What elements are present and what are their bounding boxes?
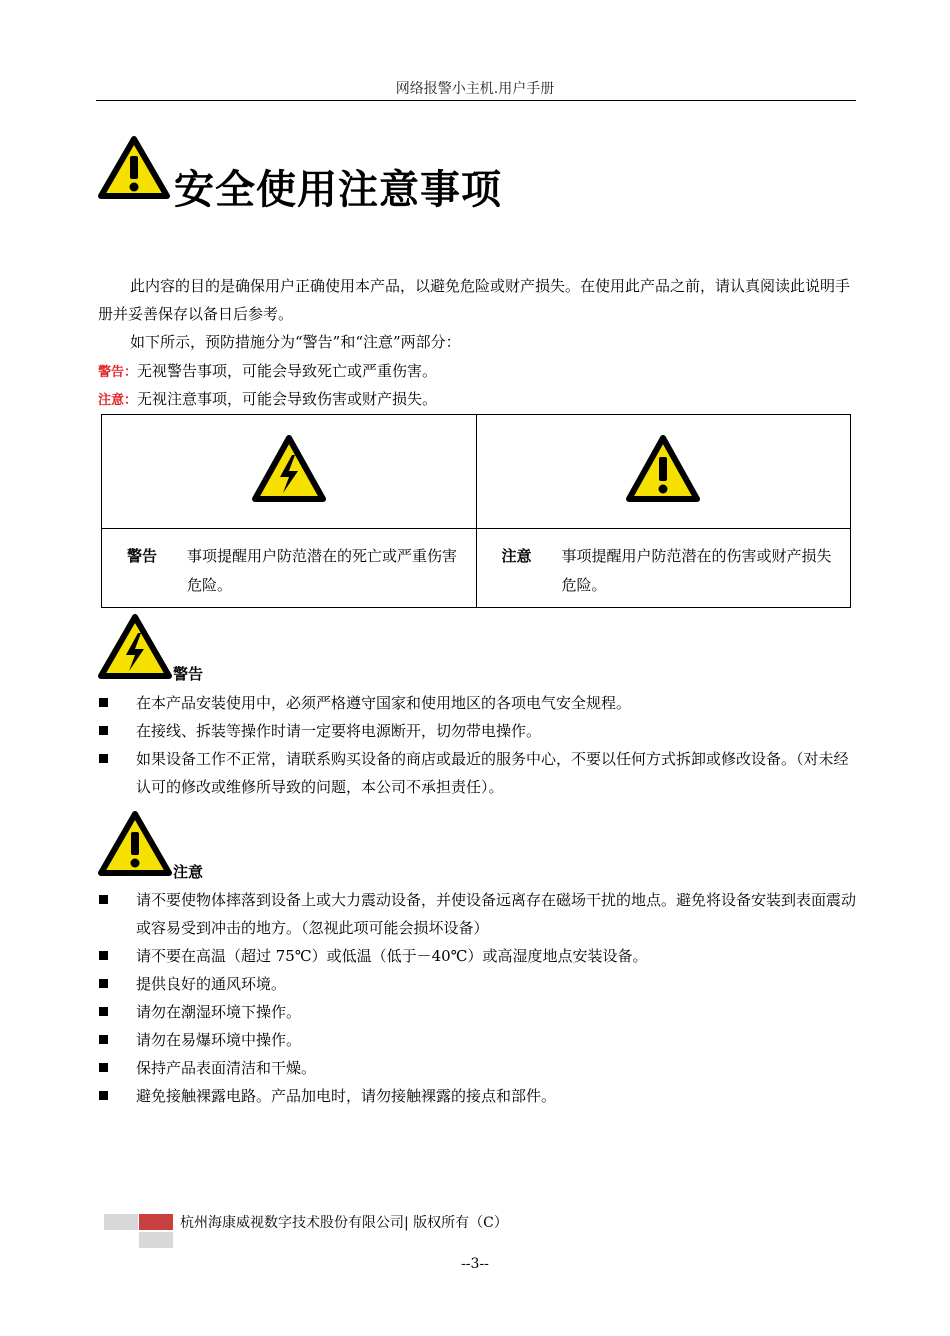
footer-gray-bar (139, 1232, 173, 1248)
footer-copyright: 杭州海康威视数字技术股份有限公司| 版权所有（C） (180, 1215, 508, 1231)
footer-gray-bar (104, 1214, 138, 1230)
caution-cell-text: 事项提醒用户防范潜在的伤害或财产损失危险。 (561, 547, 832, 594)
electric-shock-icon (252, 435, 326, 503)
warning-definition-label: 警告： (98, 365, 138, 380)
caution-description-cell (476, 529, 851, 608)
list-item: 在接线、拆装等操作时请一定要将电源断开，切勿带电操作。 (96, 717, 856, 745)
warning-exclamation-icon (98, 136, 170, 200)
header-divider (96, 100, 856, 101)
caution-cell-label: 注意 (501, 547, 532, 565)
footer-red-bar (139, 1214, 173, 1230)
warning-exclamation-icon (98, 811, 172, 877)
warning-description-cell (102, 529, 477, 608)
warning-cell-label: 警告 (127, 547, 158, 565)
page-number: --3-- (461, 1256, 489, 1272)
electric-shock-icon (98, 614, 172, 680)
intro-paragraph: 此内容的目的是确保用户正确使用本产品，以避免危险或财产损失。在使用此产品之前，请认真阅读此说明手册并妥善保存以备日后参考。 (98, 277, 851, 323)
list-item: 请勿在潮湿环境下操作。 (96, 998, 856, 1026)
bullet-square-icon (99, 951, 108, 960)
bullet-square-icon (99, 1035, 108, 1044)
bullet-square-icon (99, 1007, 108, 1016)
bullet-square-icon (99, 1063, 108, 1072)
warning-definition-text: 无视警告事项，可能会导致死亡或严重伤害。 (137, 362, 438, 380)
caution-icon-cell (476, 415, 851, 529)
precaution-table (101, 414, 851, 608)
bullet-square-icon (99, 1091, 108, 1100)
caution-list (96, 886, 856, 1110)
list-item: 在本产品安装使用中，必须严格遵守国家和使用地区的各项电气安全规程。 (96, 689, 856, 717)
list-item: 请不要使物体摔落到设备上或大力震动设备，并使设备远离存在磁场干扰的地点。避免将设备安装到表面震动或容易受到冲击的地方。（忽视此项可能会损坏设备） (96, 886, 856, 942)
list-item: 如果设备工作不正常，请联系购买设备的商店或最近的服务中心，不要以任何方式拆卸或修改设备。（对未经认可的修改或维修所导致的问题，本公司不承担责任）。 (96, 745, 856, 801)
bullet-square-icon (99, 979, 108, 988)
list-item: 请勿在易爆环境中操作。 (96, 1026, 856, 1054)
header-title: 网络报警小主机.用户手册 (395, 81, 555, 97)
bullet-square-icon (99, 726, 108, 735)
warning-exclamation-icon (626, 435, 700, 503)
caution-definition-text: 无视注意事项，可能会导致伤害或财产损失。 (137, 390, 438, 408)
warning-icon-cell (102, 415, 477, 529)
warning-cell-text: 事项提醒用户防范潜在的死亡或严重伤害危险。 (187, 547, 458, 594)
caution-section-label: 注意 (173, 863, 204, 881)
precaution-intro: 如下所示，预防措施分为“警告”和“注意”两部分： (130, 333, 461, 351)
bullet-square-icon (99, 895, 108, 904)
warning-list (96, 689, 856, 801)
bullet-square-icon (99, 754, 108, 763)
list-item: 保持产品表面清洁和干燥。 (96, 1054, 856, 1082)
caution-definition (98, 388, 437, 409)
list-item: 请不要在高温（超过 75℃）或低温（低于－40℃）或高湿度地点安装设备。 (96, 942, 856, 970)
list-item: 提供良好的通风环境。 (96, 970, 856, 998)
warning-definition (98, 360, 437, 381)
list-item: 避免接触裸露电路。产品加电时，请勿接触裸露的接点和部件。 (96, 1082, 856, 1110)
bullet-square-icon (99, 698, 108, 707)
caution-definition-label: 注意： (98, 393, 138, 408)
page-title: 安全使用注意事项 (174, 166, 502, 213)
warning-section-label: 警告 (173, 665, 204, 683)
